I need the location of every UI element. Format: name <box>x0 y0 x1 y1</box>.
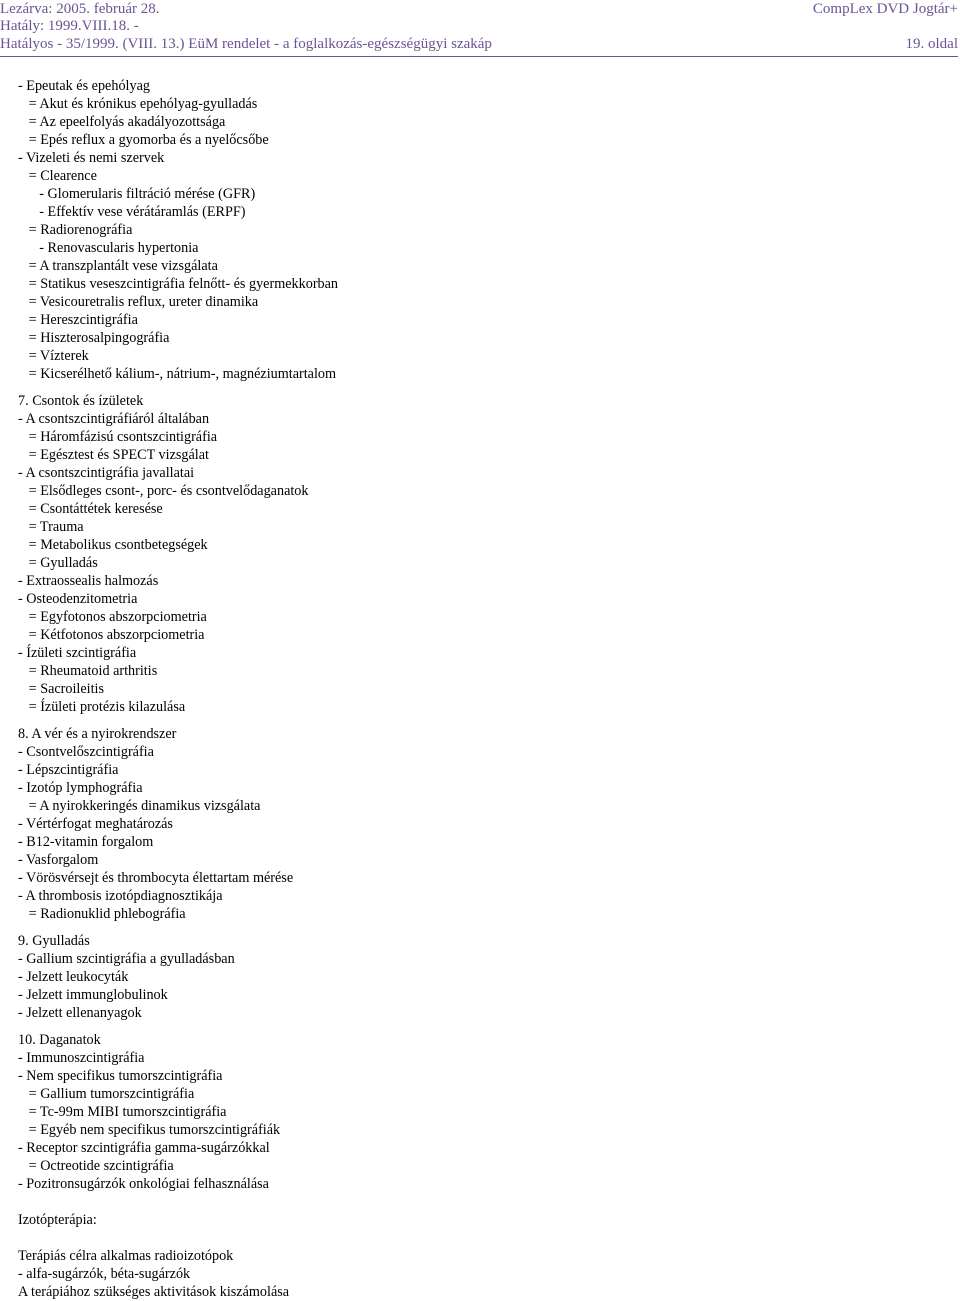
product-name: CompLex DVD Jogtár+ <box>812 1 958 17</box>
list-item: - B12-vitamin forgalom <box>18 834 154 850</box>
list-item: = Hiszterosalpingográfia <box>18 330 170 346</box>
header-row-2 <box>0 17 960 35</box>
list-item: = Gyulladás <box>18 555 98 571</box>
list-item: = Ízületi protézis kilazulása <box>18 699 186 715</box>
list-item: = Tc-99m MIBI tumorszcintigráfia <box>18 1104 227 1120</box>
list-item: - Vizeleti és nemi szervek <box>18 150 165 166</box>
list-item: = Clearence <box>18 168 97 184</box>
list-item: = Sacroileitis <box>18 681 105 697</box>
list-item: = Radionuklid phlebográfia <box>18 906 186 922</box>
list-item: - Nem specifikus tumorszcintigráfia <box>18 1068 223 1084</box>
list-item: = A nyirokkeringés dinamikus vizsgálata <box>18 798 261 814</box>
list-item: - Immunoszcintigráfia <box>18 1050 145 1066</box>
list-item: = Elsődleges csont-, porc- és csontvelődaganatok <box>18 483 309 499</box>
paragraph-line: Terápiás célra alkalmas radioizotópok <box>18 1248 234 1264</box>
list-item: = Kicserélhető kálium-, nátrium-, magnéziumtartalom <box>18 366 337 382</box>
list-item: = Epés reflux a gyomorba és a nyelőcsőbe <box>18 132 269 148</box>
list-item: = Vízterek <box>18 348 89 364</box>
list-item: - A csontszcintigráfia javallatai <box>18 465 195 481</box>
list-item: - A csontszcintigráfiáról általában <box>18 411 210 427</box>
list-item: - Glomerularis filtráció mérése (GFR) <box>18 186 256 202</box>
list-item: - Pozitronsugárzók onkológiai felhasználása <box>18 1176 269 1192</box>
list-item: = Radiorenográfia <box>18 222 133 238</box>
header-divider <box>0 56 958 57</box>
page-header <box>0 0 960 56</box>
list-item: = Az epeelfolyás akadályozottsága <box>18 114 226 130</box>
list-item: = Egyfotonos abszorpciometria <box>18 609 207 625</box>
list-item: = Vesicouretralis reflux, ureter dinamika <box>18 294 259 310</box>
list-item: = Egyéb nem specifikus tumorszcintigráfiák <box>18 1122 281 1138</box>
list-item: - Izotóp lymphográfia <box>18 780 143 796</box>
list-item: = Trauma <box>18 519 84 535</box>
list-item: = Octreotide szcintigráfia <box>18 1158 174 1174</box>
list-item: = Hereszcintigráfia <box>18 312 138 328</box>
list-item: - Epeutak és epehólyag <box>18 78 150 94</box>
section-heading: 9. Gyulladás <box>18 933 90 949</box>
header-row-3 <box>0 35 960 53</box>
section-heading: 8. A vér és a nyirokrendszer <box>18 726 177 742</box>
paragraph-line: A terápiához szükséges aktivitások kiszámolása <box>18 1284 290 1300</box>
list-item: - Gallium szcintigráfia a gyulladásban <box>18 951 235 967</box>
list-item: = Háromfázisú csontszcintigráfia <box>18 429 218 445</box>
list-item: = Akut és krónikus epehólyag-gyulladás <box>18 96 258 112</box>
list-item: = Gallium tumorszcintigráfia <box>18 1086 195 1102</box>
list-item: - Receptor szcintigráfia gamma-sugárzókkal <box>18 1140 270 1156</box>
effect-date: Hatály: 1999.VIII.18. - <box>0 18 139 34</box>
list-item: - Vörösvérsejt és thrombocyta élettartam mérése <box>18 870 294 886</box>
list-item: = A transzplantált vese vizsgálata <box>18 258 218 274</box>
list-item: - Vértérfogat meghatározás <box>18 816 173 832</box>
list-item: - Extraossealis halmozás <box>18 573 159 589</box>
section-heading: 10. Daganatok <box>18 1032 101 1048</box>
section-heading: Izotópterápia: <box>18 1212 97 1228</box>
list-item: - Vasforgalom <box>18 852 99 868</box>
list-item: - Osteodenzitometria <box>18 591 138 607</box>
list-item: - Effektív vese vérátáramlás (ERPF) <box>18 204 246 220</box>
list-item: = Csontáttétek keresése <box>18 501 163 517</box>
section-heading: 7. Csontok és ízületek <box>18 393 144 409</box>
list-item: - Csontvelőszcintigráfia <box>18 744 154 760</box>
header-row-1 <box>0 0 960 18</box>
page-number: 19. oldal <box>905 36 958 52</box>
list-item: = Kétfotonos abszorpciometria <box>18 627 205 643</box>
list-item: - Jelzett immunglobulinok <box>18 987 168 1003</box>
list-item: = Statikus veseszcintigráfia felnőtt- és gyermekkorban <box>18 276 339 292</box>
list-item: - Lépszcintigráfia <box>18 762 119 778</box>
document-title: Hatályos - 35/1999. (VIII. 13.) EüM rendelet - a foglalkozás-egészségügyi szakáp <box>0 36 492 52</box>
list-item: - alfa-sugárzók, béta-sugárzók <box>18 1266 191 1282</box>
list-item: = Rheumatoid arthritis <box>18 663 158 679</box>
closed-date: Lezárva: 2005. február 28. <box>0 1 160 17</box>
list-item: - Ízületi szcintigráfia <box>18 645 137 661</box>
list-item: - A thrombosis izotópdiagnosztikája <box>18 888 223 904</box>
list-item: = Metabolikus csontbetegségek <box>18 537 208 553</box>
list-item: - Jelzett leukocyták <box>18 969 129 985</box>
list-item: = Egésztest és SPECT vizsgálat <box>18 447 209 463</box>
list-item: - Jelzett ellenanyagok <box>18 1005 142 1021</box>
document-body <box>18 77 938 1301</box>
list-item: - Renovascularis hypertonia <box>18 240 199 256</box>
